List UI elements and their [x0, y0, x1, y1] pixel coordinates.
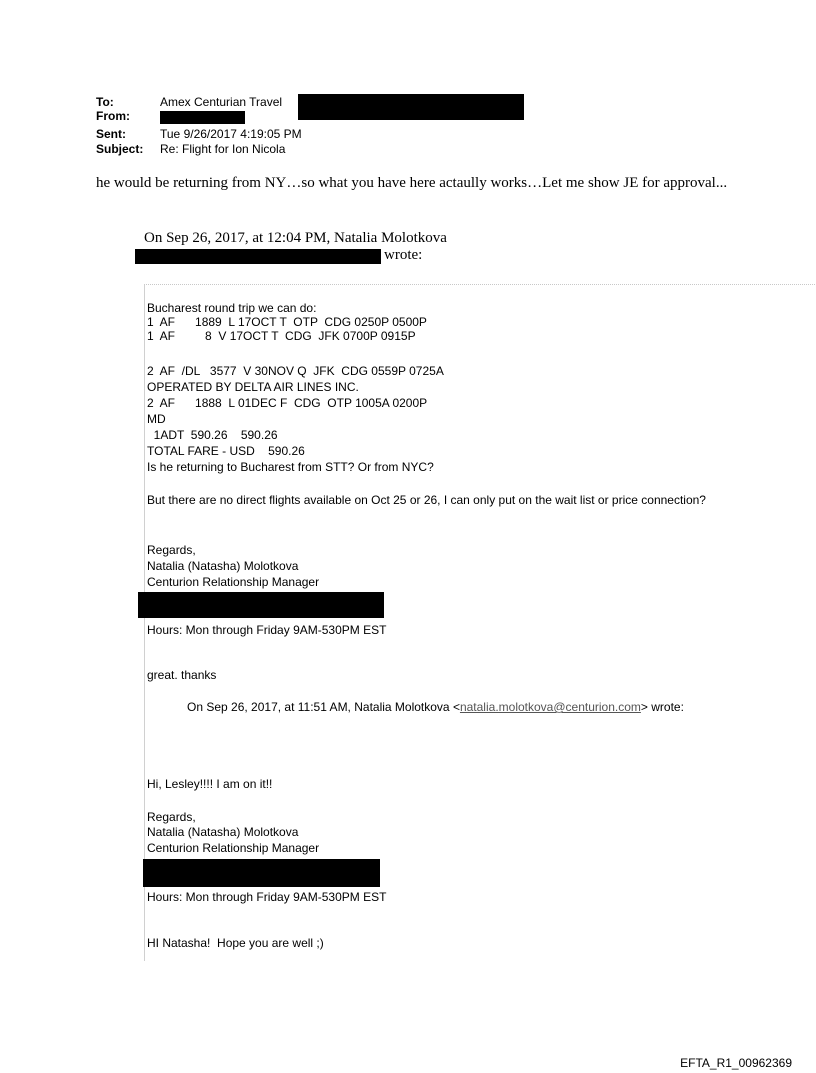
- subject-label: Subject:: [96, 142, 144, 156]
- to-value: Amex Centurian Travel: [160, 95, 283, 109]
- inner-quote-header: [187, 701, 684, 715]
- redaction-from: [160, 111, 245, 124]
- reply-text: great. thanks: [147, 668, 217, 682]
- email-link[interactable]: natalia.molotkova@centurion.com: [459, 700, 641, 714]
- redaction-email: [135, 249, 381, 264]
- itinerary-line: 1 AF 1889 L 17OCT T OTP CDG 0250P 0500P: [147, 315, 427, 329]
- signature-name: Natalia (Natasha) Molotkova: [147, 825, 299, 839]
- message-body: he would be returning from NY…so what you have here actaully works…Let me show JE for approval...: [96, 175, 728, 191]
- quote-intro-wrote: wrote:: [384, 247, 423, 263]
- signature-title: Centurion Relationship Manager: [147, 575, 320, 589]
- itinerary-total: TOTAL FARE - USD 590.26: [147, 444, 305, 458]
- hi-line: Hi, Lesley!!!! I am on it!!: [147, 777, 273, 791]
- closing-line: HI Natasha! Hope you are well ;): [147, 936, 324, 950]
- sent-label: Sent:: [96, 127, 126, 141]
- document-id: EFTA_R1_00962369: [680, 1056, 792, 1070]
- signature-title: Centurion Relationship Manager: [147, 841, 320, 855]
- itinerary-note: But there are no direct flights available on Oct 25 or 26, I can only put on the wait list or price connection?: [147, 493, 706, 507]
- quote-intro-line: On Sep 26, 2017, at 12:04 PM, Natalia Molotkova: [144, 230, 447, 246]
- signature-regards: Regards,: [147, 810, 196, 824]
- itinerary-line: OPERATED BY DELTA AIR LINES INC.: [147, 380, 359, 394]
- itinerary-line: 2 AF 1888 L 01DEC F CDG OTP 1005A 0200P: [147, 396, 428, 410]
- redaction-contact: [138, 592, 384, 618]
- inner-quote-suffix: > wrote:: [640, 700, 684, 714]
- itinerary-line: Bucharest round trip we can do:: [147, 301, 317, 315]
- itinerary-line: 1ADT 590.26 590.26: [147, 428, 278, 442]
- sent-value: Tue 9/26/2017 4:19:05 PM: [160, 127, 302, 141]
- itinerary-line: 2 AF /DL 3577 V 30NOV Q JFK CDG 0559P 0725A: [147, 364, 444, 378]
- subject-value: Re: Flight for Ion Nicola: [160, 142, 286, 156]
- inner-quote-prefix: On Sep 26, 2017, at 11:51 AM, Natalia Molotkova <: [187, 700, 460, 714]
- itinerary-line: MD: [147, 412, 166, 426]
- from-label: From:: [96, 109, 130, 123]
- signature-regards: Regards,: [147, 543, 196, 557]
- itinerary-question: Is he returning to Bucharest from STT? Or from NYC?: [147, 460, 434, 474]
- signature-name: Natalia (Natasha) Molotkova: [147, 559, 299, 573]
- signature-hours: Hours: Mon through Friday 9AM-530PM EST: [147, 623, 387, 637]
- to-label: To:: [96, 95, 114, 109]
- signature-hours: Hours: Mon through Friday 9AM-530PM EST: [147, 890, 387, 904]
- redaction-to: [298, 94, 524, 120]
- redaction-contact: [143, 859, 380, 887]
- itinerary-line: 1 AF 8 V 17OCT T CDG JFK 0700P 0915P: [147, 329, 416, 343]
